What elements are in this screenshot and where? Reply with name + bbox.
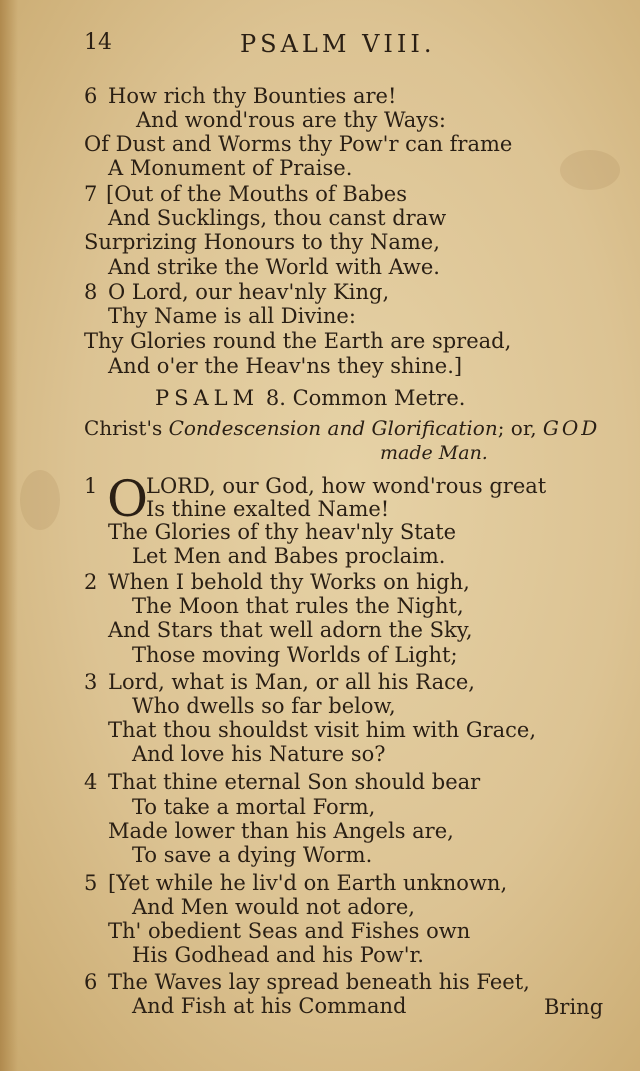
verse-line: A Monument of Praise. xyxy=(108,156,353,180)
verse-line: When I behold thy Works on high, xyxy=(108,570,470,594)
running-head: PSALM VIII. xyxy=(240,30,436,58)
verse-line: The Moon that rules the Night, xyxy=(132,594,464,618)
psalm-number: 8. xyxy=(265,386,286,410)
verse-number: 2 xyxy=(84,570,98,594)
subtitle-joiner: ; or, xyxy=(497,416,537,440)
verse-line: O Lord, our heav'nly King, xyxy=(108,280,390,304)
verse-line: To save a dying Worm. xyxy=(132,843,373,867)
verse-line: And Fish at his Command xyxy=(132,994,407,1018)
verse-line: The Waves lay spread beneath his Feet, xyxy=(108,970,530,994)
verse-line: The Glories of thy heav'nly State xyxy=(108,520,457,544)
psalm-label: PSALM xyxy=(155,386,260,410)
verse-number: 8 xyxy=(84,280,98,304)
verse-line: Lord, what is Man, or all his Race, xyxy=(108,670,475,694)
verse-line: And Stars that well adorn the Sky, xyxy=(108,618,473,642)
psalm-heading xyxy=(155,386,465,410)
subtitle-prefix: Christ's xyxy=(84,416,163,440)
verse-line: And o'er the Heav'ns they shine.] xyxy=(108,354,463,378)
verse-number: 1 xyxy=(84,474,98,498)
verse-line: Those moving Worlds of Light; xyxy=(132,643,458,667)
verse-line: Of Dust and Worms thy Pow'r can frame xyxy=(84,132,513,156)
verse-line: [Yet while he liv'd on Earth unknown, xyxy=(108,871,508,895)
verse-line: That thou shouldst visit him with Grace, xyxy=(108,718,537,742)
verse-line: And love his Nature so? xyxy=(132,742,386,766)
page-edge-shadow xyxy=(0,0,18,1071)
subtitle-end: made Man. xyxy=(380,442,488,464)
verse-line: [Out of the Mouths of Babes xyxy=(106,182,407,206)
catchword: Bring xyxy=(544,995,604,1019)
verse-line: How rich thy Bounties are! xyxy=(108,84,397,108)
verse-line: And Sucklings, thou canst draw xyxy=(108,206,447,230)
verse-line: His Godhead and his Pow'r. xyxy=(132,943,424,967)
verse-line: Let Men and Babes proclaim. xyxy=(132,544,446,568)
subtitle-title: Condescension and Glorification xyxy=(168,416,498,440)
verse-number: 6 xyxy=(84,970,98,994)
verse-line: Is thine exalted Name! xyxy=(146,497,390,521)
subtitle-god: GOD xyxy=(542,416,601,440)
verse-line: Th' obedient Seas and Fishes own xyxy=(108,919,471,943)
verse-line: And wond'rous are thy Ways: xyxy=(136,108,446,132)
verse-line: And Men would not adore, xyxy=(132,895,415,919)
paper-stain xyxy=(560,150,620,190)
verse-number: 5 xyxy=(84,871,98,895)
page-number: 14 xyxy=(84,30,112,55)
psalm-subtitle xyxy=(84,416,600,440)
verse-line: Thy Name is all Divine: xyxy=(108,304,356,328)
paper-stain xyxy=(20,470,60,530)
verse-line: And strike the World with Awe. xyxy=(108,255,440,279)
verse-number: 3 xyxy=(84,670,98,694)
verse-line: Surprizing Honours to thy Name, xyxy=(84,230,440,254)
verse-line: Made lower than his Angels are, xyxy=(108,819,454,843)
verse-number: 7 xyxy=(84,182,98,206)
verse-line: Thy Glories round the Earth are spread, xyxy=(84,329,512,353)
verse-line: Who dwells so far below, xyxy=(132,694,396,718)
verse-line: That thine eternal Son should bear xyxy=(108,770,481,794)
drop-cap: O xyxy=(107,470,148,528)
verse-number: 6 xyxy=(84,84,98,108)
psalm-metre: Common Metre. xyxy=(292,386,466,410)
verse-line: LORD, our God, how wond'rous great xyxy=(146,474,547,498)
verse-number: 4 xyxy=(84,770,98,794)
verse-line: To take a mortal Form, xyxy=(132,795,376,819)
